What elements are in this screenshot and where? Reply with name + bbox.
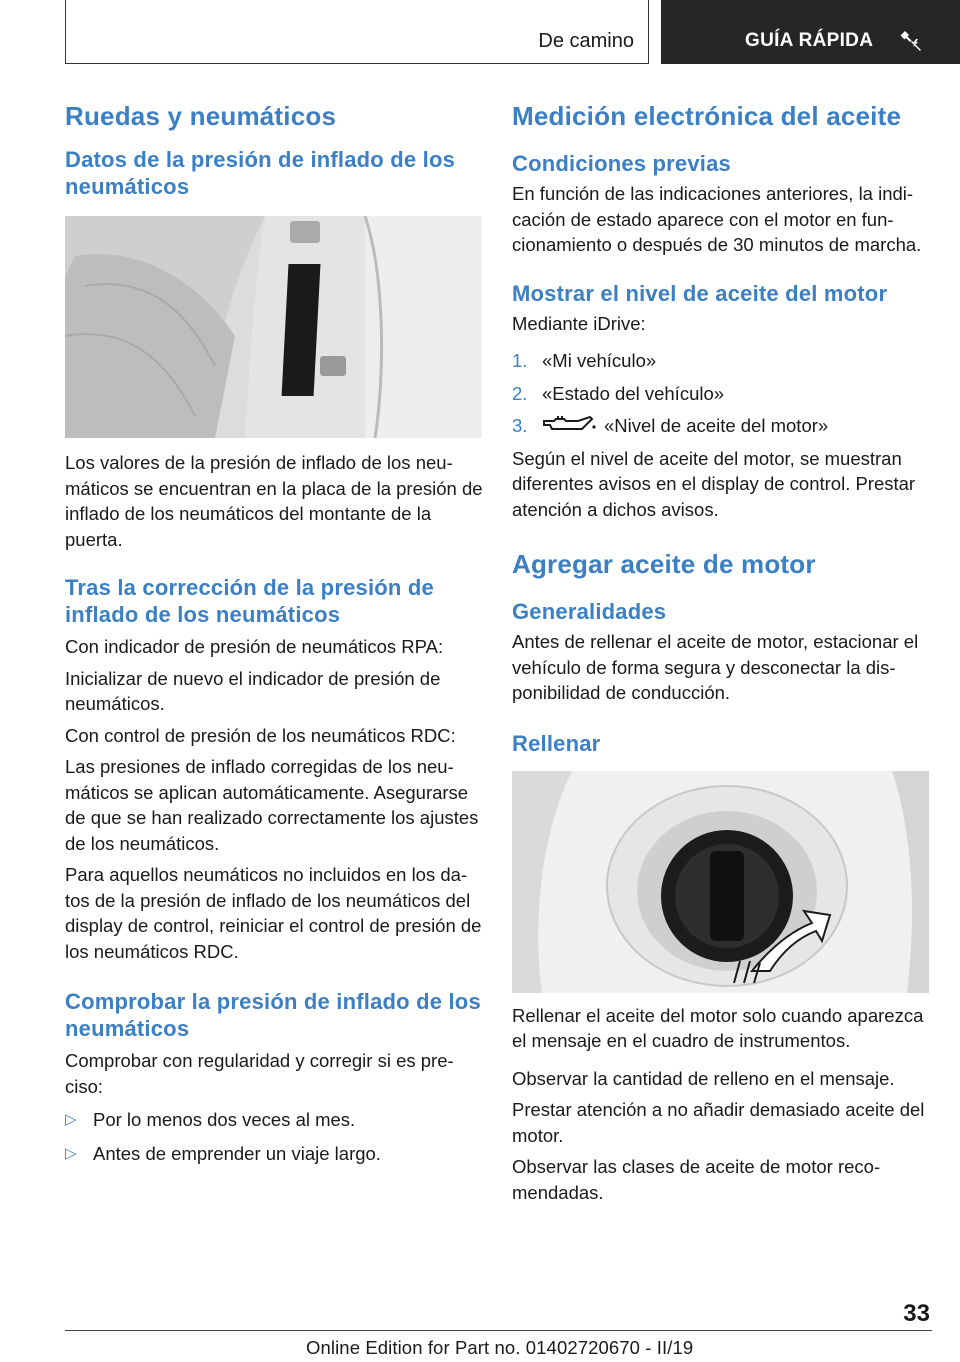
- section-title-add-oil: Agregar aceite de motor: [512, 549, 816, 579]
- list-item: 3. «Nivel de aceite del motor»: [512, 415, 829, 436]
- oil-can-icon: [542, 415, 596, 435]
- text-rdc-auto: Las presiones de inflado corregidas de los neumáticos se aplican automáticamente. Asegurarse de que se han realizado correctamente los ajustes de los neumáticos.: [65, 756, 479, 854]
- header-section-title: De camino: [538, 30, 634, 52]
- door-pillar-illustration: [65, 216, 482, 438]
- heading-after-pressure-correction: Tras la corrección de la presión de inflado de los neumáticos: [65, 575, 434, 627]
- heading-check-pressure: Comprobar la presión de inflado de los neumáticos: [65, 989, 481, 1041]
- triangle-bullet-icon: ▷: [65, 1111, 77, 1128]
- section-title-wheels: Ruedas y neumáticos: [65, 101, 337, 131]
- figure-oil-filler-cap: [512, 771, 929, 993]
- check-bullet-list: [65, 1107, 483, 1166]
- text-via-idrive: Mediante iDrive:: [512, 312, 646, 334]
- text-recommended-oils: Observar las clases de aceite de motor recomendadas.: [512, 1156, 881, 1203]
- list-item: ▷ Antes de emprender un viaje largo.: [65, 1141, 483, 1167]
- heading-show-oil-level: Mostrar el nivel de aceite del motor: [512, 280, 888, 306]
- oil-filler-cap-illustration: [512, 771, 929, 993]
- section-title-oil-measurement: Medición electrónica del aceite: [512, 101, 902, 131]
- header-chapter-tab: [661, 0, 960, 64]
- figure-door-pillar-label: [65, 216, 482, 438]
- text-rpa-intro: Con indicador de presión de neumáticos RPA:: [65, 636, 444, 657]
- heading-general: Generalidades: [512, 599, 667, 624]
- text-rpa-reset: Inicializar de nuevo el indicador de presión de neumáticos.: [65, 667, 441, 714]
- footer-divider: [65, 1330, 932, 1331]
- text-observe-quantity: Observar la cantidad de relleno en el mensaje.: [512, 1067, 895, 1089]
- heading-tire-pressure-data: Datos de la presión de inflado de los neumáticos: [65, 147, 456, 199]
- list-item: ▷ Por lo menos dos veces al mes.: [65, 1107, 483, 1133]
- list-item: 2. «Estado del vehículo»: [512, 382, 725, 404]
- wrench-flash-icon: [899, 29, 923, 53]
- idrive-steps-list: [512, 348, 932, 439]
- heading-preconditions: Condiciones previas: [512, 151, 731, 176]
- text-avoid-overfill: Prestar atención a no añadir demasiado aceite del motor.: [512, 1099, 925, 1146]
- footer-edition-text: Online Edition for Part no. 01402720670 - II/19: [306, 1337, 694, 1358]
- text-refill-when-message: Rellenar el aceite del motor solo cuando aparezca el mensaje en el cuadro de instrumentos.: [512, 1004, 924, 1051]
- text-tire-pressure-location: Los valores de la presión de inflado de los neumáticos se encuentran en la placa de la presión de inflado de los neumáticos del montante de la puerta.: [65, 452, 483, 550]
- page-number: 33: [903, 1300, 930, 1327]
- text-before-refill: Antes de rellenar el aceite de motor, estacionar el vehículo de forma segura y desconectar la disponibilidad de conducción.: [512, 631, 919, 703]
- header-section-box: [65, 0, 649, 64]
- left-column: [65, 100, 483, 1166]
- right-column: [512, 100, 932, 1205]
- triangle-bullet-icon: ▷: [65, 1144, 77, 1162]
- header-chapter-title: GUÍA RÁPIDA: [745, 30, 874, 51]
- text-check-regularly: Comprobar con regularidad y corregir si es preciso:: [65, 1050, 454, 1097]
- text-rdc-intro: Con control de presión de los neumáticos RDC:: [65, 724, 456, 746]
- heading-refill: Rellenar: [512, 730, 601, 756]
- list-item: 1. «Mi vehículo»: [512, 350, 657, 371]
- text-oil-level-warnings: Según el nivel de aceite del motor, se muestran diferentes avisos en el display de control. Prestar atención a dichos avisos.: [512, 447, 916, 520]
- text-preconditions: En función de las indicaciones anteriores, la indicación de estado aparece con el motor en funcionamiento o después de 30 minutos de marcha.: [512, 183, 922, 255]
- text-rdc-reset: Para aquellos neumáticos no incluidos en los datos de la presión de inflado de los neumáticos del display de control, reiniciar el control de presión de los neumáticos RDC.: [65, 864, 482, 962]
